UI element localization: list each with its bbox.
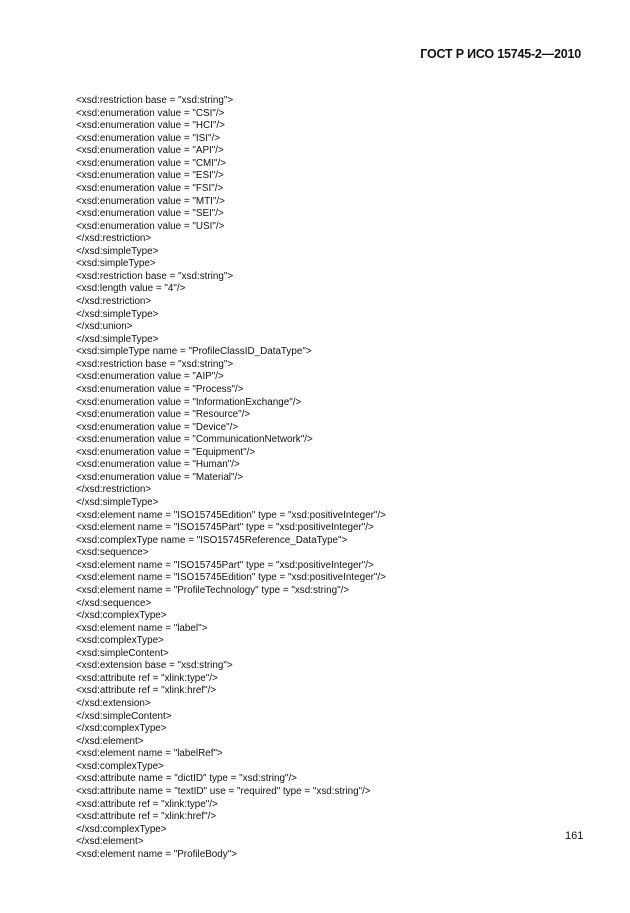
code-line: <xsd:sequence> — [76, 547, 149, 559]
code-line: </xsd:element> — [76, 735, 144, 747]
code-line: <xsd:enumeration value = "SEI"/> — [76, 208, 224, 220]
code-line: </xsd:extension> — [76, 698, 151, 709]
code-line: <xsd:enumeration value = "CMI"/> — [76, 157, 227, 169]
code-line: <xsd:simpleType> — [76, 258, 156, 270]
code-line: <xsd:element name = "ISO15745Edition" type = "xsd:positiveInteger"/> — [76, 572, 386, 584]
code-line: </xsd:complexType> — [76, 823, 167, 835]
code-line: <xsd:restriction base = "xsd:string"> — [76, 358, 234, 370]
code-line: <xsd:simpleContent> — [76, 647, 169, 659]
code-line: </xsd:element> — [76, 836, 144, 848]
code-line: </xsd:simpleType> — [76, 497, 159, 508]
code-line: <xsd:enumeration value = "AIP"/> — [76, 371, 224, 383]
code-line: <xsd:element name = "labelRef"> — [76, 748, 223, 760]
code-line: <xsd:enumeration value = "MTI"/> — [76, 195, 225, 207]
code-line: <xsd:enumeration value = "HCI"/> — [76, 120, 225, 132]
code-line: </xsd:complexType> — [76, 610, 167, 622]
code-line: <xsd:attribute ref = "xlink:href"/> — [76, 811, 217, 823]
code-line: <xsd:restriction base = "xsd:string"> — [76, 95, 234, 106]
xsd-code-listing — [76, 95, 386, 861]
code-line: <xsd:extension base = "xsd:string"> — [76, 660, 233, 672]
code-line: </xsd:complexType> — [76, 723, 167, 735]
code-line: <xsd:enumeration value = "API"/> — [76, 145, 224, 157]
code-line: <xsd:enumeration value = "CSI"/> — [76, 107, 225, 119]
code-line: <xsd:enumeration value = "CommunicationNetwork"/> — [76, 434, 313, 446]
code-line: </xsd:union> — [76, 321, 133, 333]
code-line: <xsd:attribute name = "dictID" type = "xsd:string"/> — [76, 773, 297, 785]
code-line: </xsd:restriction> — [76, 233, 152, 245]
code-line: </xsd:restriction> — [76, 484, 152, 496]
code-line: <xsd:complexType> — [76, 635, 164, 647]
code-line: <xsd:attribute ref = "xlink:href"/> — [76, 685, 217, 697]
code-line: <xsd:complexType> — [76, 760, 164, 772]
code-line: <xsd:simpleType name = "ProfileClassID_DataType"> — [76, 346, 312, 358]
code-line: <xsd:enumeration value = "Equipment"/> — [76, 446, 256, 458]
code-line: <xsd:element name = "ISO15745Edition" type = "xsd:positiveInteger"/> — [76, 509, 386, 521]
code-line: <xsd:complexType name = "ISO15745Reference_DataType"> — [76, 534, 348, 546]
code-line: <xsd:enumeration value = "Device"/> — [76, 421, 239, 433]
code-line: <xsd:enumeration value = "Process"/> — [76, 383, 244, 395]
code-line: </xsd:simpleType> — [76, 308, 159, 320]
code-line: </xsd:sequence> — [76, 597, 152, 609]
code-line: <xsd:element name = "label"> — [76, 622, 208, 634]
code-line: </xsd:simpleType> — [76, 333, 159, 345]
code-line: <xsd:enumeration value = "Material"/> — [76, 471, 244, 483]
code-line: <xsd:enumeration value = "ISI"/> — [76, 132, 220, 144]
code-line: <xsd:enumeration value = "Resource"/> — [76, 409, 251, 421]
code-line: <xsd:element name = "ISO15745Part" type = "xsd:positiveInteger"/> — [76, 522, 374, 534]
code-line: </xsd:simpleContent> — [76, 710, 172, 722]
code-line: </xsd:restriction> — [76, 296, 152, 307]
code-line: <xsd:attribute name = "textID" use = "required" type = "xsd:string"/> — [76, 785, 371, 797]
code-line: <xsd:enumeration value = "FSI"/> — [76, 182, 224, 194]
code-line: <xsd:element name = "ISO15745Part" type = "xsd:positiveInteger"/> — [76, 559, 374, 571]
code-line: <xsd:element name = "ProfileBody"> — [76, 848, 237, 860]
code-line: <xsd:element name = "ProfileTechnology" type = "xsd:string"/> — [76, 584, 350, 596]
code-line: <xsd:enumeration value = "ESI"/> — [76, 170, 224, 182]
code-line: <xsd:enumeration value = "Human"/> — [76, 459, 240, 471]
page-number: 161 — [565, 830, 584, 842]
code-line: <xsd:enumeration value = "InformationExchange"/> — [76, 396, 302, 408]
document-header: ГОСТ Р ИСО 15745-2—2010 — [420, 47, 581, 61]
code-line: <xsd:restriction base = "xsd:string"> — [76, 270, 234, 282]
code-line: <xsd:attribute ref = "xlink:type"/> — [76, 798, 218, 810]
code-line: <xsd:length value = "4"/> — [76, 283, 186, 295]
code-line: <xsd:enumeration value = "USI"/> — [76, 220, 225, 232]
code-line: <xsd:attribute ref = "xlink:type"/> — [76, 672, 218, 684]
code-line: </xsd:simpleType> — [76, 245, 159, 257]
